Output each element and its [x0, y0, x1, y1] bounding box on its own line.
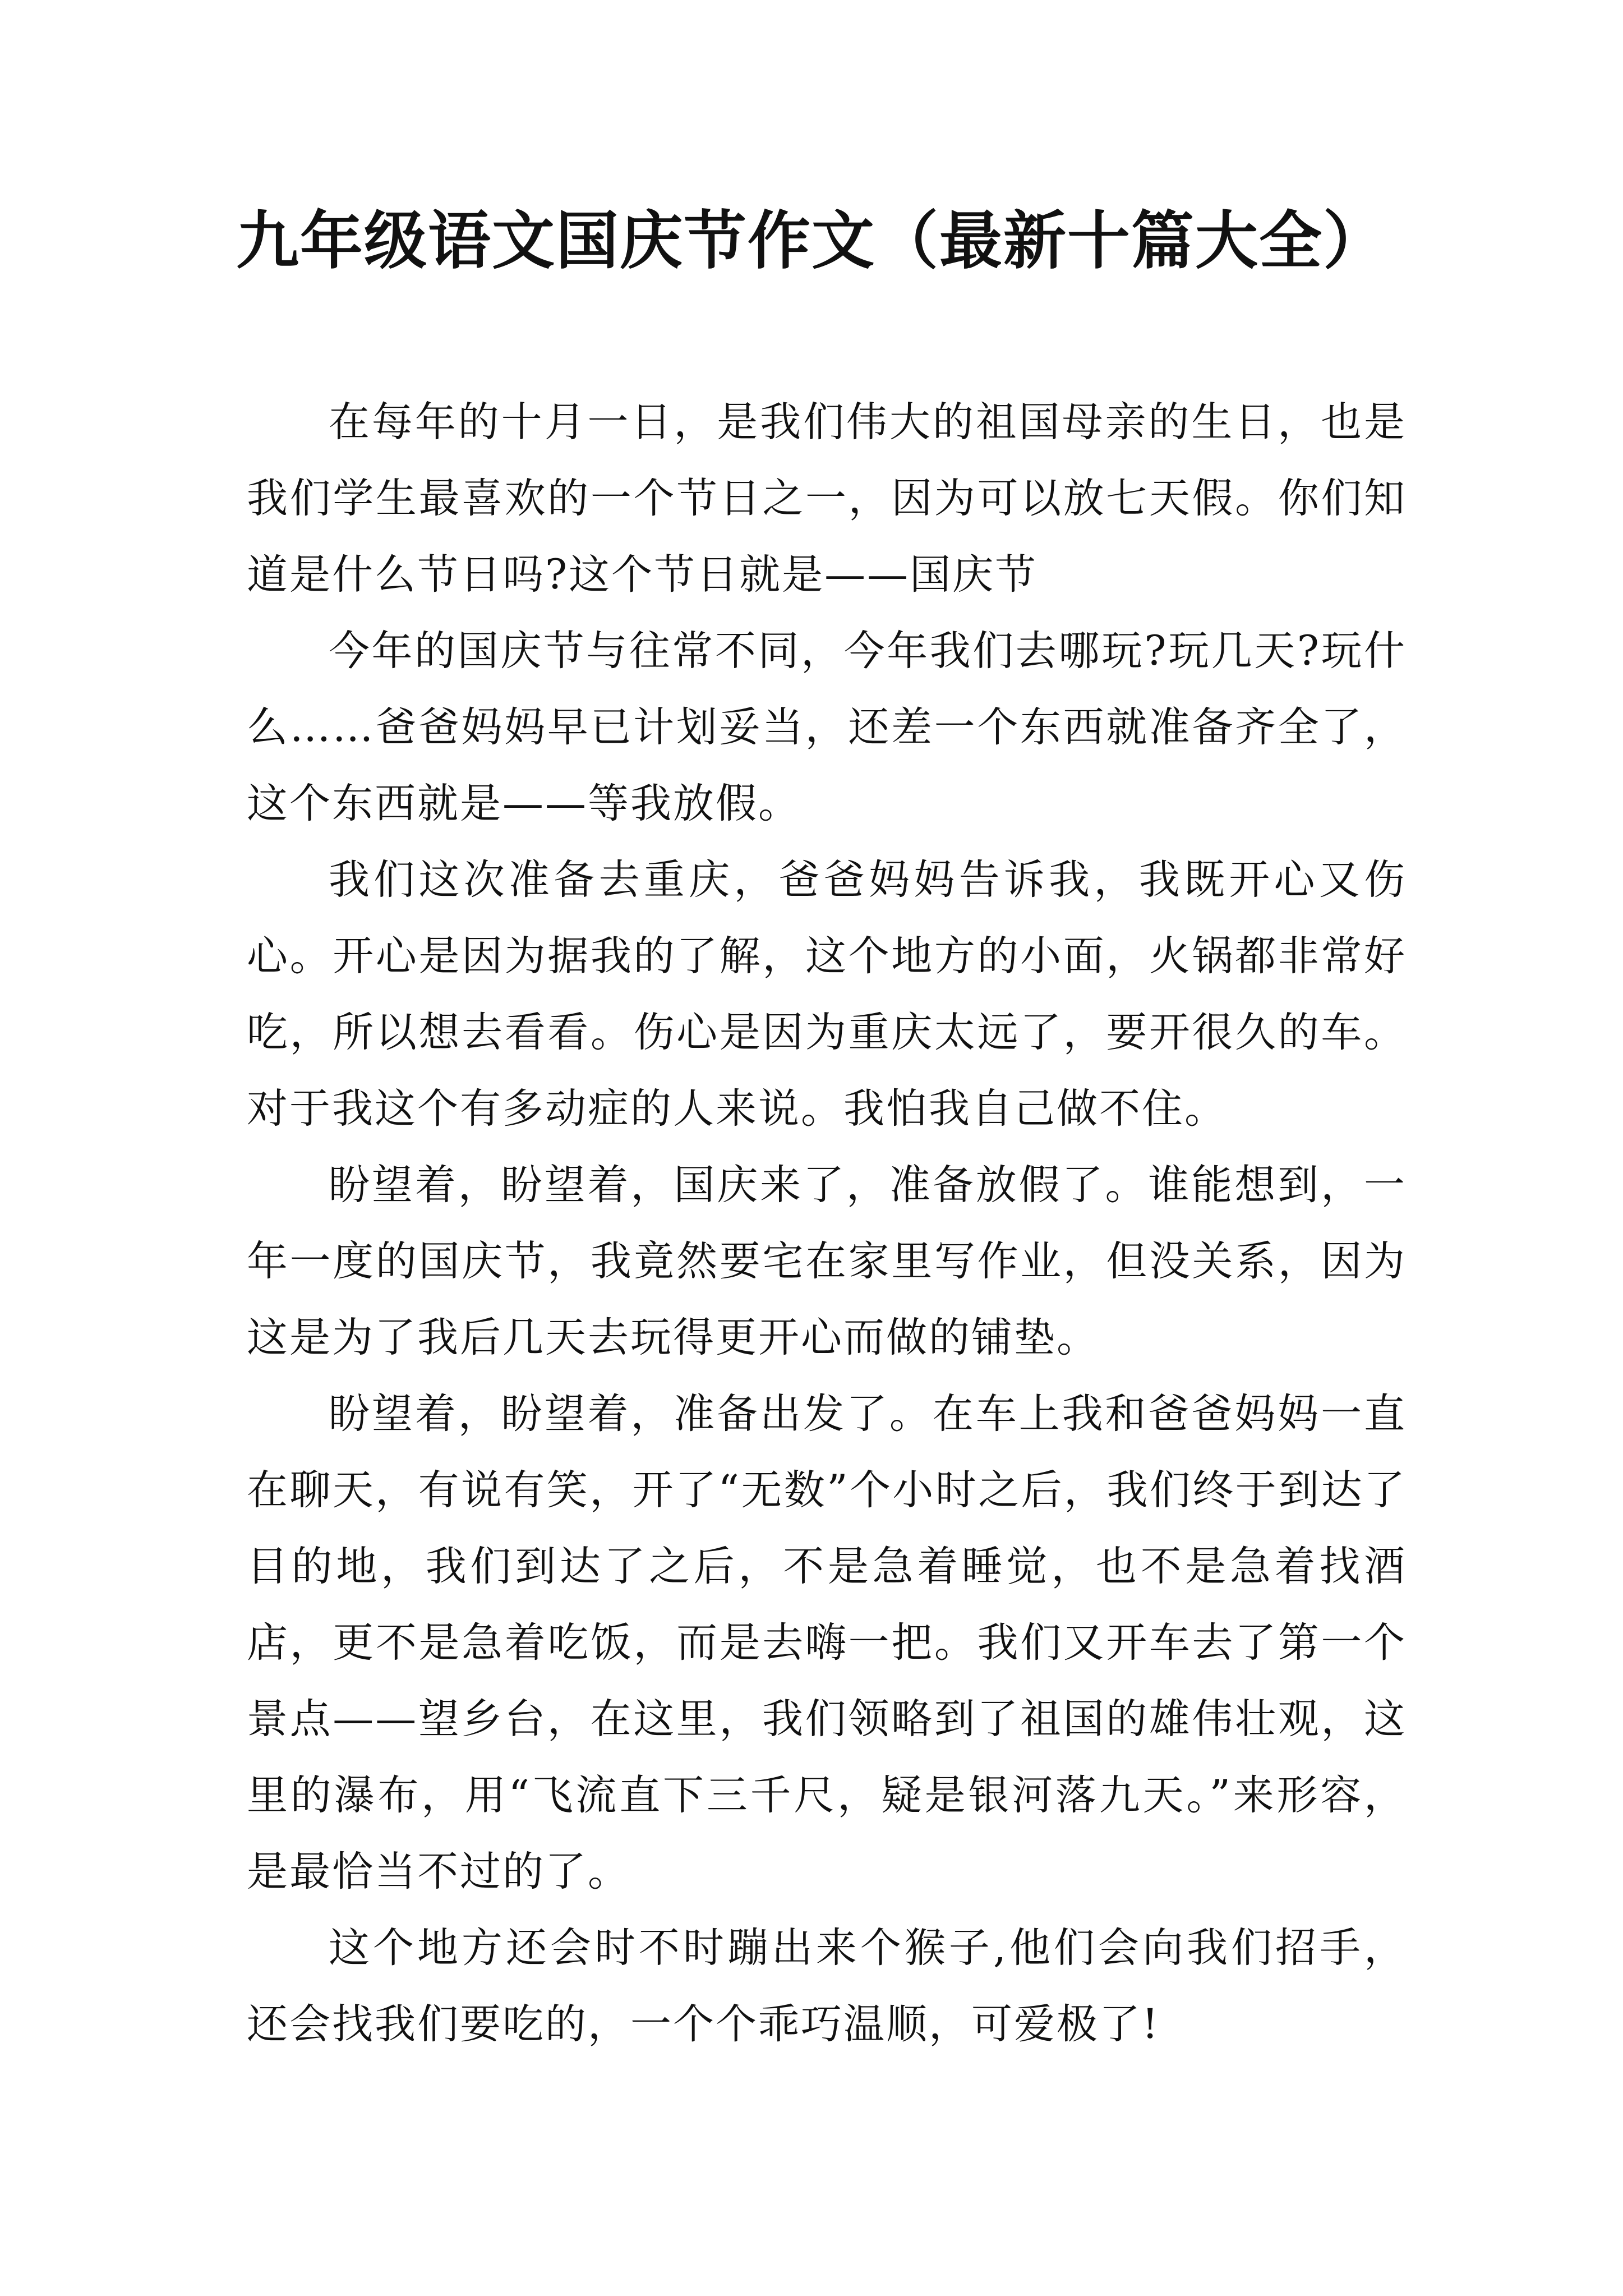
paragraph-6: 这个地方还会时不时蹦出来个猴子,他们会向我们招手，还会找我们要吃的，一个个乖巧温顺，可爱极了! — [247, 1924, 1407, 2048]
document-title: 九年级语文国庆节作文（最新十篇大全） — [236, 205, 1387, 278]
paragraph-4: 盼望着，盼望着，国庆来了，准备放假了。谁能想到，一年一度的国庆节，我竟然要宅在家里写作业，但没关系，因为这是为了我后几天去玩得更开心而做的铺垫。 — [247, 1161, 1407, 1361]
paragraph-1: 在每年的十月一日，是我们伟大的祖国母亲的生日，也是我们学生最喜欢的一个节日之一，因为可以放七天假。你们知道是什么节日吗?这个节日就是——国庆节 — [247, 398, 1407, 599]
paragraph-5: 盼望着，盼望着，准备出发了。在车上我和爸爸妈妈一直在聊天，有说有笑，开了“无数”个小时之后，我们终于到达了目的地，我们到达了之后，不是急着睡觉，也不是急着找酒店，更不是急着吃饭，而是去嗨一把。我们又开车去了第一个景点——望乡台，在这里，我们领略到了祖国的雄伟壮观，这里的瀑布，用“飞流直下三千尺，疑是银河落九天。”来形容，是最恰当不过的了。 — [247, 1390, 1407, 1895]
document-body — [247, 384, 1407, 2063]
paragraph-3: 我们这次准备去重庆，爸爸妈妈告诉我，我既开心又伤心。开心是因为据我的了解，这个地方的小面，火锅都非常好吃，所以想去看看。伤心是因为重庆太远了，要开很久的车。对于我这个有多动症的人来说。我怕我自己做不住。 — [247, 856, 1407, 1133]
paragraph-2: 今年的国庆节与往常不同，今年我们去哪玩?玩几天?玩什么……爸爸妈妈早已计划妥当，还差一个东西就准备齐全了，这个东西就是——等我放假。 — [247, 627, 1407, 827]
